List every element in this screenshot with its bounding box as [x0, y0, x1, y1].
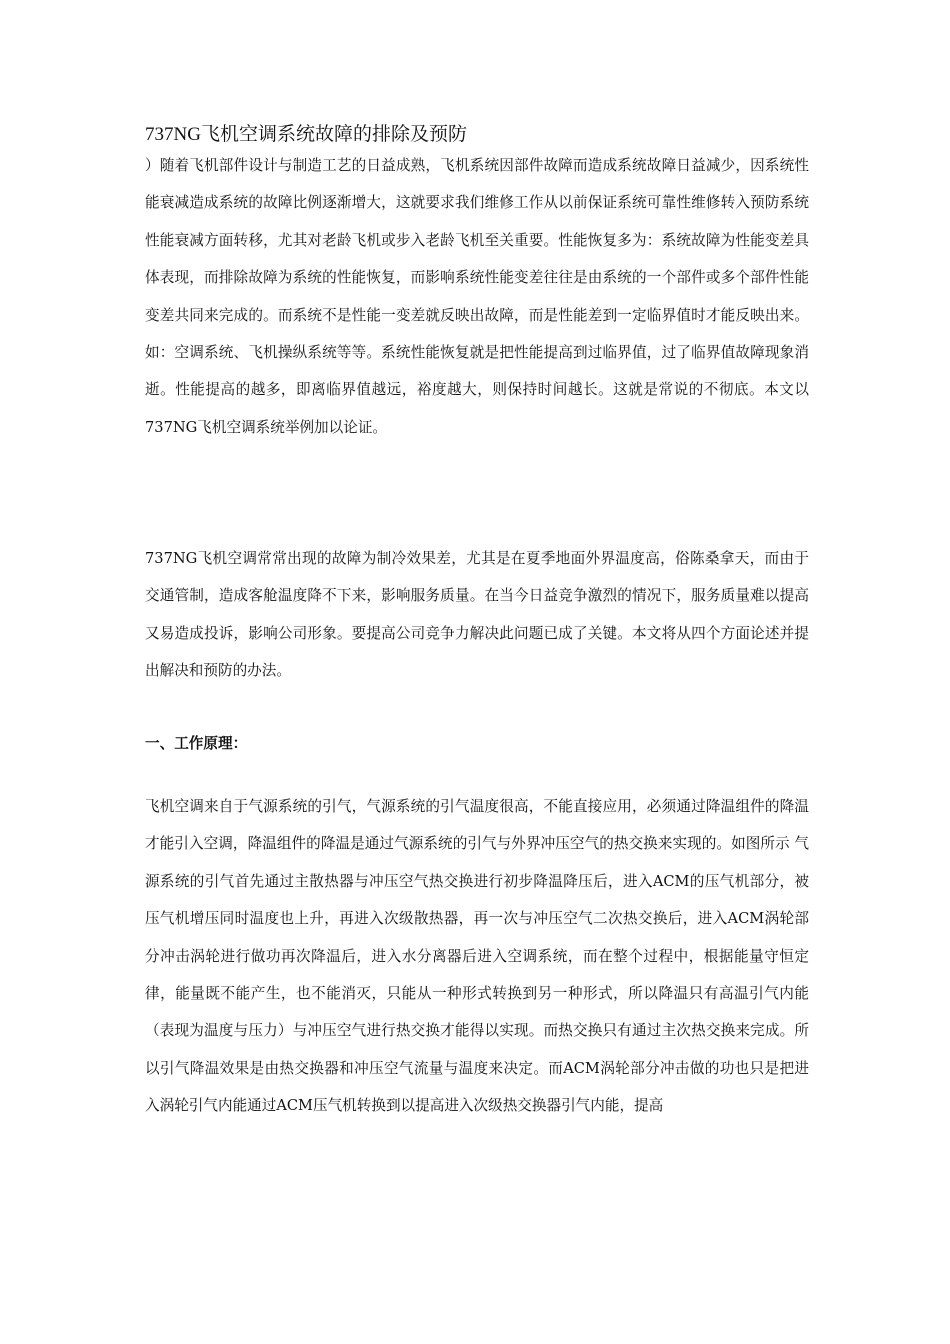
intro-paragraph: ）随着飞机部件设计与制造工艺的日益成熟，飞机系统因部件故障而造成系统故障日益减少，因系统性能衰减造成系统的故障比例逐渐增大，这就要求我们维修工作从以前保证系统可靠性维修转入预防系统性能衰减方面转移，尤其对老龄飞机或步入老龄飞机至关重要。性能恢复多为：系统故障为性能变差具体表现，而排除故障为系统的性能恢复，而影响系统性能变差往往是由系统的一个部件或多个部件性能变差共同来完成的。而系统不是性能一变差就反映出故障，而是性能差到一定临界值时才能反映出来。如：空调系统、飞机操纵系统等等。系统性能恢复就是把性能提高到过临界值，过了临界值故障现象消逝。性能提高的越多，即离临界值越远，裕度越大，则保持时间越长。这就是常说的不彻底。本文以737NG飞机空调系统举例加以论证。	[145, 157, 809, 436]
problem-paragraph: 737NG飞机空调常常出现的故障为制冷效果差，尤其是在夏季地面外界温度高，俗陈桑拿天，而由于交通管制，造成客舱温度降不下来，影响服务质量。在当今日益竞争激烈的情况下，服务质量难以提高又易造成投诉，影响公司形象。要提高公司竞争力解决此问题已成了关键。本文将从四个方面论述并提出解决和预防的办法。	[145, 550, 809, 680]
document-title: 737NG飞机空调系统故障的排除及预防	[145, 124, 467, 145]
principle-paragraph: 飞机空调来自于气源系统的引气，气源系统的引气温度很高，不能直接应用，必须通过降温组件的降温才能引入空调，降温组件的降温是通过气源系统的引气与外界冲压空气的热交换来实现的。如图所示 气源系统的引气首先通过主散热器与冲压空气热交换进行初步降温降压后，进入ACM的压气机部分，被压气机增压同时温度也上升，再进入次级散热器，再一次与冲压空气二次热交换后，进入ACM涡轮部分冲击涡轮进行做功再次降温后，进入水分离器后进入空调系统，而在整个过程中，根据能量守恒定律，能量既不能产生，也不能消灭，只能从一种形式转换到另一种形式，所以降温只有高温引气内能（表现为温度与压力）与冲压空气进行热交换才能得以实现。而热交换只有通过主次热交换来完成。所以引气降温效果是由热交换器和冲压空气流量与温度来决定。而ACM涡轮部分冲击做的功也只是把进入涡轮引气内能通过ACM压气机转换到以提高进入次级热交换器引气内能，提高	[145, 798, 809, 1115]
section-heading: 一、工作原理：	[145, 735, 248, 752]
